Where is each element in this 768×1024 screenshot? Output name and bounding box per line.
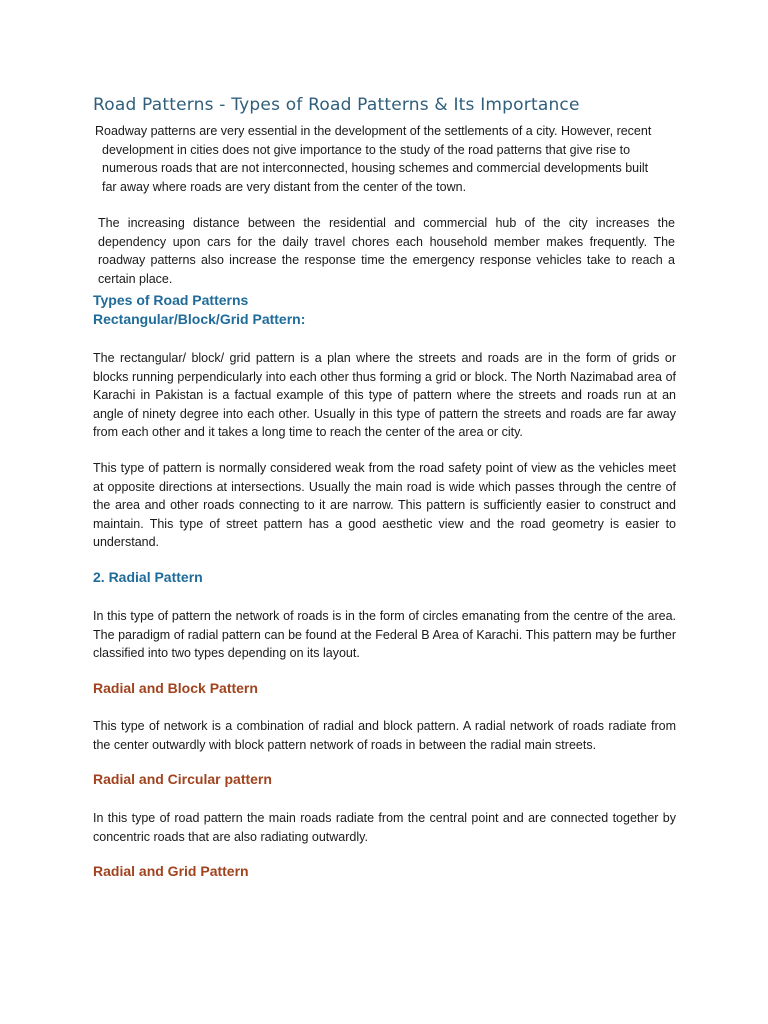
intro-line-2: development in cities does not give importance to the study of the road patterns that give rise to <box>102 142 631 157</box>
radial-heading: 2. Radial Pattern <box>93 569 203 585</box>
radial-grid-heading: Radial and Grid Pattern <box>93 863 249 879</box>
radial-circular-heading: Radial and Circular pattern <box>93 771 272 787</box>
rectangular-heading: Rectangular/Block/Grid Pattern: <box>93 311 306 327</box>
intro-paragraph-1 <box>95 122 680 196</box>
types-heading: Types of Road Patterns <box>93 292 249 308</box>
radial-paragraph: In this type of pattern the network of roads is in the form of circles emanating from the centre of the area. The paradigm of radial pattern can be found at the Federal B Area of Karachi. This pattern may be further classified into two types depending on its layout. <box>93 609 676 660</box>
rectangular-paragraph-2: This type of pattern is normally considered weak from the road safety point of view as the vehicles meet at opposite directions at intersections. Usually the main road is wide which passes through the centre of the area and other roads connecting to it are narrow. This pattern is sufficiently easier to construct and maintain. This type of street pattern has a good aesthetic view and the road geometry is easier to understand. <box>93 461 676 549</box>
radial-block-paragraph: This type of network is a combination of radial and block pattern. A radial network of roads radiate from the center outwardly with block pattern network of roads in between the radial main streets. <box>93 719 676 752</box>
radial-block-heading: Radial and Block Pattern <box>93 680 258 696</box>
intro-line-4: far away where roads are very distant from the center of the town. <box>102 179 467 194</box>
page-title: Road Patterns - Types of Road Patterns & Its Importance <box>93 95 580 115</box>
intro-line-3: numerous roads that are not interconnected, housing schemes and commercial developments built <box>102 161 649 175</box>
intro-line-1: Roadway patterns are very essential in the development of the settlements of a city. However, recent <box>95 124 652 138</box>
intro-paragraph-2: The increasing distance between the residential and commercial hub of the city increases the dependency upon cars for the daily travel chores each household member makes frequently. The roadway patterns also increase the response time the emergency response vehicles take to reach a certain place. <box>98 216 675 286</box>
radial-circular-paragraph: In this type of road pattern the main roads radiate from the central point and are connected together by concentric roads that are also radiating outwardly. <box>93 811 676 844</box>
rectangular-paragraph-1: The rectangular/ block/ grid pattern is a plan where the streets and roads are in the form of grids or blocks running perpendicularly into each other thus forming a grid or block. The North Nazimabad area of Karachi in Pakistan is a factual example of this type of pattern where the streets and roads run at an angle of ninety degree into each other. Usually in this type of pattern the streets and roads are far away from each other and it takes a long time to reach the center of the area or city. <box>93 351 676 439</box>
